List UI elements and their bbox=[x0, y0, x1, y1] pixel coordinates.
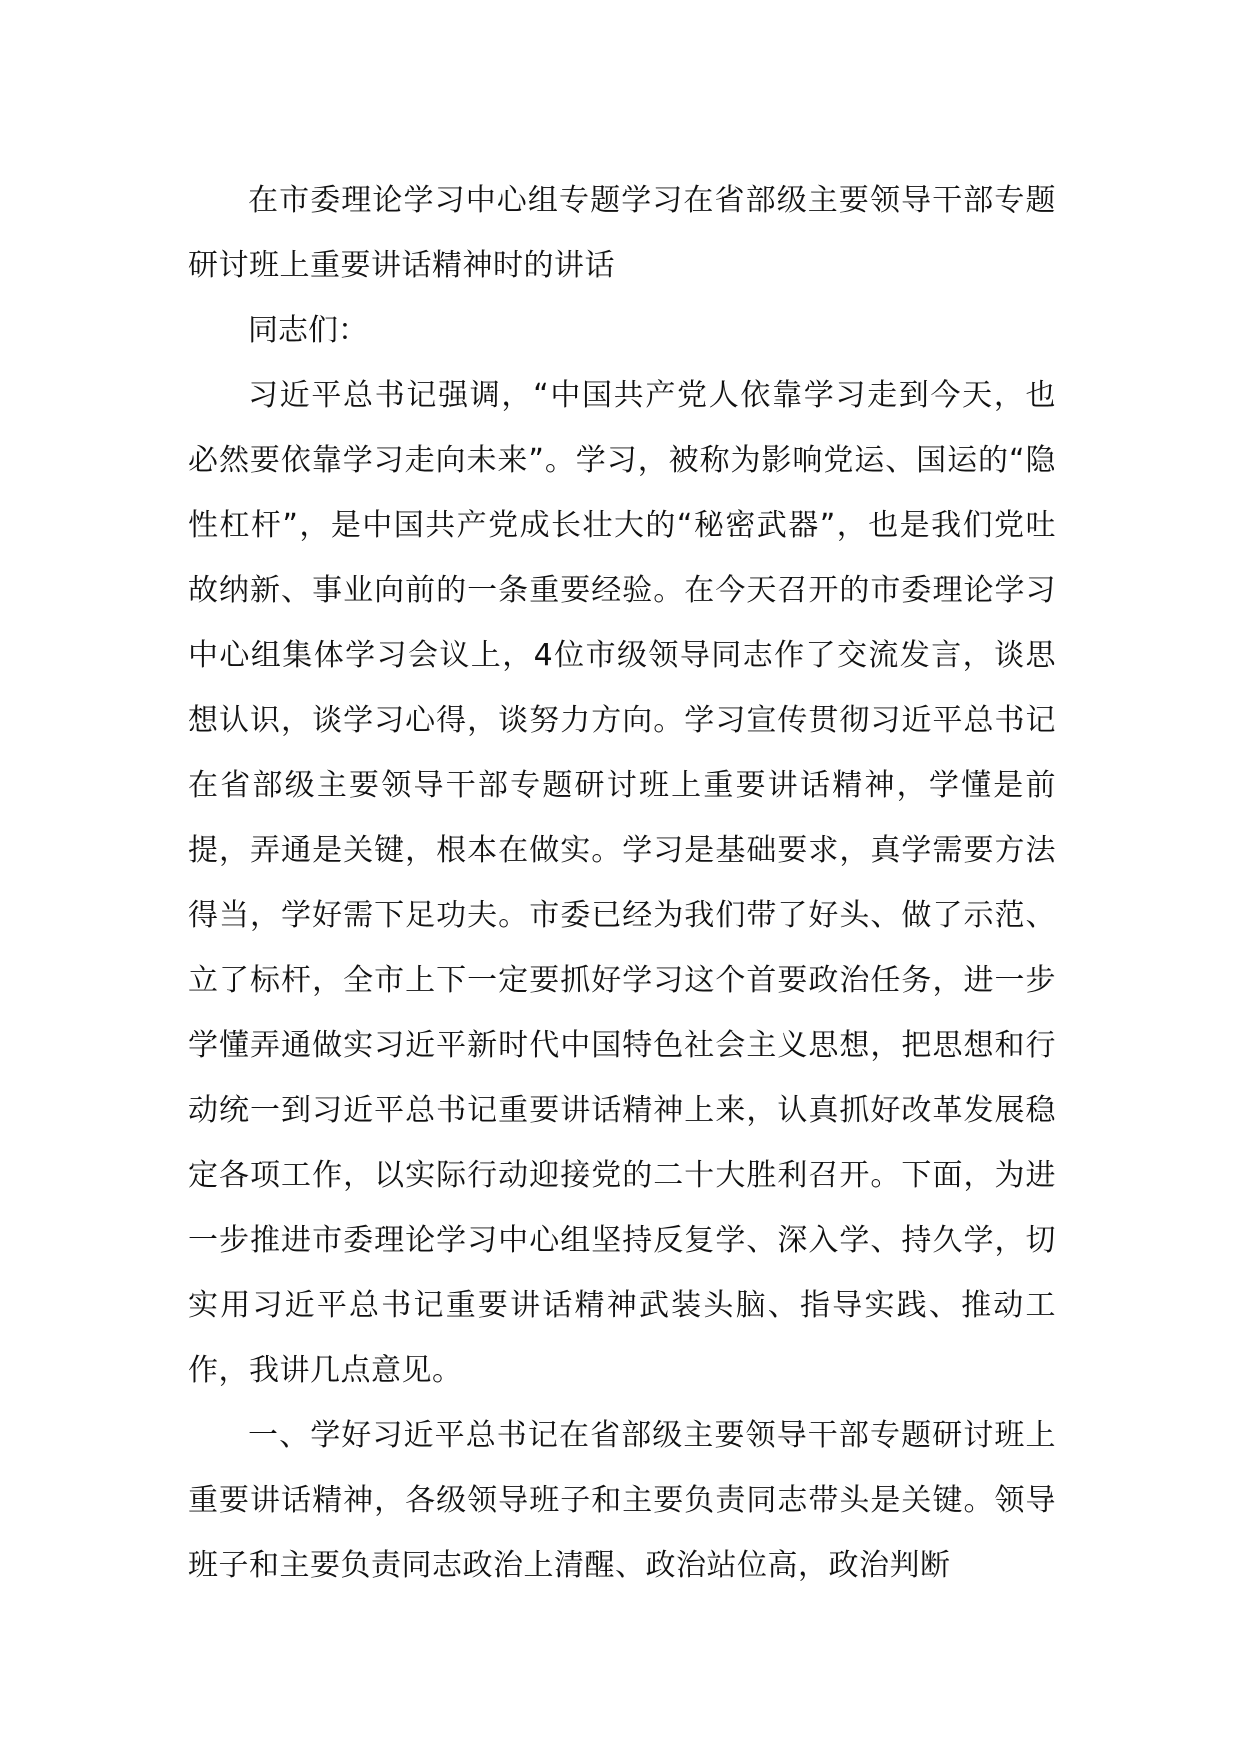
document-title: 在市委理论学习中心组专题学习在省部级主要领导干部专题研讨班上重要讲话精神时的讲话 bbox=[188, 183, 1056, 283]
paragraph-intro: 习近平总书记强调，“中国共产党人依靠学习走到今天，也必然要依靠学习走向未来”。学习，被称为影响党运、国运的“隐性杠杆”，是中国共产党成长壮大的“秘密武器”，也是我们党吐故纳新、事业向前的一条重要经验。在今天召开的市委理论学习中心组集体学习会议上，4位市级领导同志作了交流发言，谈思想认识，谈学习心得，谈努力方向。学习宣传贯彻习近平总书记在省部级主要领导干部专题研讨班上重要讲话精神，学懂是前提，弄通是关键，根本在做实。学习是基础要求，真学需要方法得当，学好需下足功夫。市委已经为我们带了好头、做了示范、立了标杆，全市上下一定要抓好学习这个首要政治任务，进一步学懂弄通做实习近平新时代中国特色社会主义思想，把思想和行动统一到习近平总书记重要讲话精神上来，认真抓好改革发展稳定各项工作，以实际行动迎接党的二十大胜利召开。下面，为进一步推进市委理论学习中心组坚持反复学、深入学、持久学，切实用习近平总书记重要讲话精神武装头脑、指导实践、推动工作，我讲几点意见。 bbox=[188, 378, 1056, 1388]
document-body bbox=[188, 168, 1056, 1598]
salutation: 同志们： bbox=[248, 313, 368, 348]
paragraph-section-one: 一、学好习近平总书记在省部级主要领导干部专题研讨班上重要讲话精神，各级领导班子和主要负责同志带头是关键。领导班子和主要负责同志政治上清醒、政治站位高，政治判断 bbox=[188, 1418, 1056, 1583]
